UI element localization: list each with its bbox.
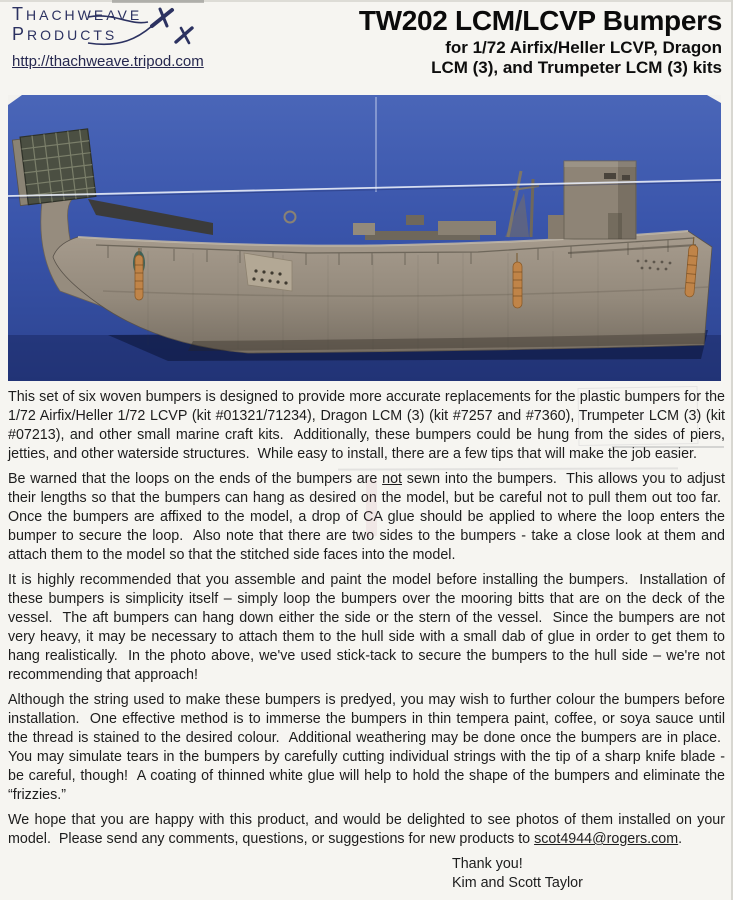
body-paragraph-5 [8, 811, 725, 849]
text-segment: Although the string used to make these bumpers is predyed, you may wish to further colour the bumpers before installation. One effective method is to immerse the bumpers in thin tempera paint, coffee, or soya sauce until the thread is stained to the desired colour. Additional weathering may be done once the bumpers are in place. You may simulate tears in the bumpers by carefully cutting individual strings with the tip of a sharp knife blade - be careful, though! A coating of thinned white glue will help to hold the shape of the bumpers and eliminate the “frizzies.” [8, 692, 725, 803]
bumper-1 [135, 248, 143, 300]
body-paragraph-4 [8, 691, 725, 805]
product-title: TW202 LCM/LCVP Bumpers [358, 5, 722, 36]
text-segment: It is highly recommended that you assemble and paint the model before installing the bumpers. Installation of these bumpers is simplicity itself – simply loop the bumpers over the mooring bitts that are on the deck of the vessel. The aft bumpers can hang down either the side or the stern of the vessel. Since the bumpers are not very heavy, it may be necessary to attach them to the hull side with a small dab of glue in order to get them to hang realistically. In the photo above, we've used stick-tack to secure the bumpers to the hull side – we're not recommending that approach! [8, 572, 725, 683]
brand-name-line1: THACHWEAVE [12, 4, 143, 24]
lcm-model-photo [8, 95, 721, 381]
closing-thanks: Thank you! [452, 856, 523, 872]
body-paragraph-2 [8, 470, 725, 565]
brand-name-line2: PRODUCTS [12, 24, 118, 44]
body-paragraph-1 [8, 388, 725, 464]
text-segment: We hope that you are happy with this product, and would be delighted to see photos of them installed on your model. Please send any comments, questions, or suggestions for new products to [8, 812, 725, 847]
closing-block [452, 855, 725, 893]
text-segment: sewn into the bumpers. This allows you to adjust their lengths so that the bumpers can hang as desired on the model, but be careful not to pull them out too far. Once the bumpers are affixed to the model, a drop of CA glue should be applied to where the loop enters the bumper to secure the loop. Also note that there are two sides to the bumpers - take a close look at them and attach them to the model so that the stitched side faces into the model. [8, 471, 725, 563]
text-segment: . [678, 831, 683, 847]
title-block [359, 3, 722, 78]
text-segment: This set of six woven bumpers is designed to provide more accurate replacements for the plastic bumpers for the 1/72 Airfix/Heller 1/72 LCVP (kit #01321/71234), Dragon LCM (3) (kit #7257 and #7360), Trumpeter LCM (3) (kit #07213), and other small marine craft kits. Additionally, these bumpers could be hung from the sides of piers, jetties, and other waterside structures. While easy to install, there are a few tips that will make the job easier. [8, 389, 725, 462]
body-paragraph-3 [8, 571, 725, 685]
instructions-text [8, 388, 725, 893]
emphasis-not: not [382, 471, 402, 487]
product-subtitle-line2: LCM (3), and Trumpeter LCM (3) kits [431, 58, 722, 77]
aircraft-doodle-icon [86, 2, 204, 52]
product-subtitle-line1: for 1/72 Airfix/Heller LCVP, Dragon [445, 38, 722, 57]
text-segment: Be warned that the loops on the ends of the bumpers are [8, 471, 383, 487]
closing-signature: Kim and Scott Taylor [452, 875, 583, 891]
website-link[interactable]: http://thachweave.tripod.com [12, 53, 204, 70]
product-photo [8, 95, 721, 381]
email-link[interactable]: scot4944@rogers.com [534, 831, 679, 847]
header [0, 0, 733, 95]
